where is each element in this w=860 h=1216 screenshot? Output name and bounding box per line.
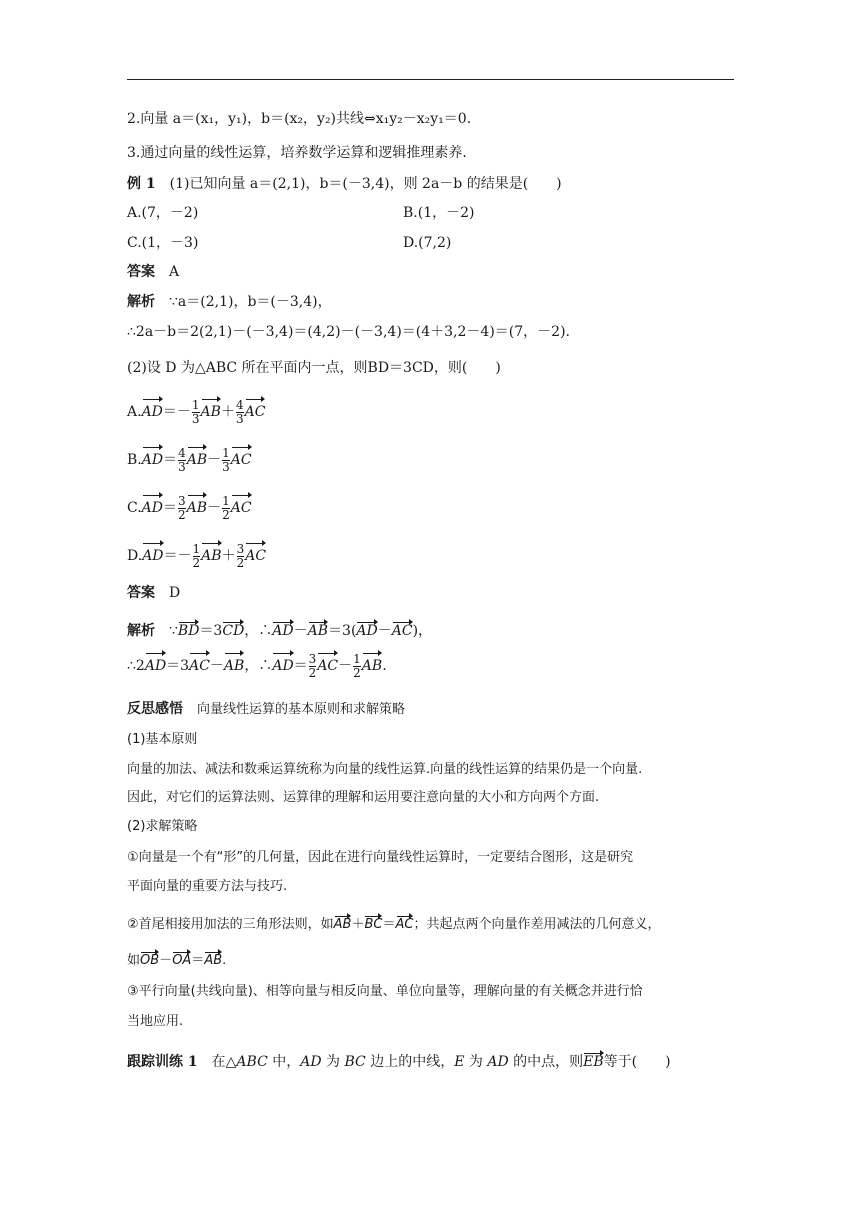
example-1-question (127, 174, 562, 194)
reflection-label: 反思感悟 (127, 701, 183, 717)
analysis-label: 解析 (127, 294, 155, 310)
analysis-label: 解析 (127, 623, 155, 639)
strategy-title: (2)求解策略 (127, 819, 198, 834)
strategy-2b: 如OB－OA＝AB. (127, 951, 226, 971)
example-2-question: (2)设 D 为△ABC 所在平面内一点，则BD＝3CD，则( ) (127, 360, 501, 376)
strategy-2a: ②首尾相接用加法的三角形法则，如AB＋BC＝AC；共起点两个向量作差用减法的几何意义， (127, 915, 661, 935)
reflection-header (127, 699, 405, 720)
example-label: 例 1 (127, 176, 156, 192)
strategy-1b: 平面向量的重要方法与技巧. (127, 879, 288, 894)
analysis-2-line2: ∴2AD＝3AC－AB，∴AD＝ $\frac{3}{2}$ AC－ $\frac{1}{2}$ AB. (127, 651, 387, 680)
option-c: C.(1，－3) (127, 235, 199, 251)
analysis-1-line1: ∵a＝(2,1)，b＝(－3,4)， (169, 294, 332, 310)
basic-principle-p2: 因此，对它们的运算法则、运算律的理解和运用要注意向量的大小和方向两个方面. (127, 790, 600, 805)
header-rule (127, 79, 734, 80)
reflection-title: 向量线性运算的基本原则和求解策略 (197, 702, 406, 717)
analysis-2-line1: 解析 ∵BD＝3CD，∴AD－AB＝3(AD－AC)， (127, 623, 433, 639)
answer-2 (127, 583, 180, 603)
track-label: 跟踪训练 1 (127, 1054, 198, 1070)
answer-1 (127, 262, 179, 282)
basic-principle-p1: 向量的加法、减法和数乘运算统称为向量的线性运算.向量的线性运算的结果仍是一个向量. (127, 762, 643, 777)
answer-label: 答案 (127, 264, 155, 280)
option-2b: B.AD＝ $\frac{4}{3}$ AB－ $\frac{1}{3}$ AC (127, 445, 252, 474)
basic-principle-title: (1)基本原则 (127, 732, 198, 747)
strategy-1a: ①向量是一个有“形”的几何量，因此在进行向量线性运算时，一定要结合图形，这是研究 (127, 850, 634, 865)
analysis-1 (127, 292, 332, 312)
option-d: D.(7,2) (403, 235, 452, 251)
option-row-2 (127, 233, 198, 253)
option-2a: A.AD＝－ $\frac{1}{3}$ AB＋ $\frac{4}{3}$ AC (127, 397, 266, 426)
option-row-1 (127, 203, 198, 223)
option-b: B.(1，－2) (403, 205, 475, 221)
answer-label: 答案 (127, 585, 155, 601)
answer-value: A (169, 264, 180, 280)
text-line-collinear: 2.向量 a＝(x₁，y₁)，b＝(x₂，y₂)共线⇔x₁y₂－x₂y₁＝0. (127, 111, 472, 127)
option-2c: C.AD＝ $\frac{3}{2}$ AB－ $\frac{1}{2}$ AC (127, 493, 252, 522)
text-line-goal: 3.通过向量的线性运算，培养数学运算和逻辑推理素养. (127, 145, 467, 161)
analysis-1-line2: ∴2a－b＝2(2,1)－(－3,4)＝(4,2)－(－3,4)＝(4＋3,2－4)＝(7，－2). (127, 324, 570, 340)
strategy-3a: ③平行向量(共线向量)、相等向量与相反向量、单位向量等，理解向量的有关概念并进行恰 (127, 984, 643, 999)
example-1-text: (1)已知向量 a＝(2,1)，b＝(－3,4)，则 2a－b 的结果是( ) (169, 176, 562, 192)
option-2d: D.AD＝－ $\frac{1}{2}$ AB＋ $\frac{3}{2}$ AC (127, 541, 267, 570)
answer-value: D (169, 585, 181, 601)
strategy-3b: 当地应用. (127, 1014, 184, 1029)
option-a: A.(7，－2) (127, 205, 199, 221)
track-training: 跟踪训练 1 在△ABC 中，AD 为 BC 边上的中线，E 为 AD 的中点，则EB等于( ) (127, 1054, 671, 1070)
